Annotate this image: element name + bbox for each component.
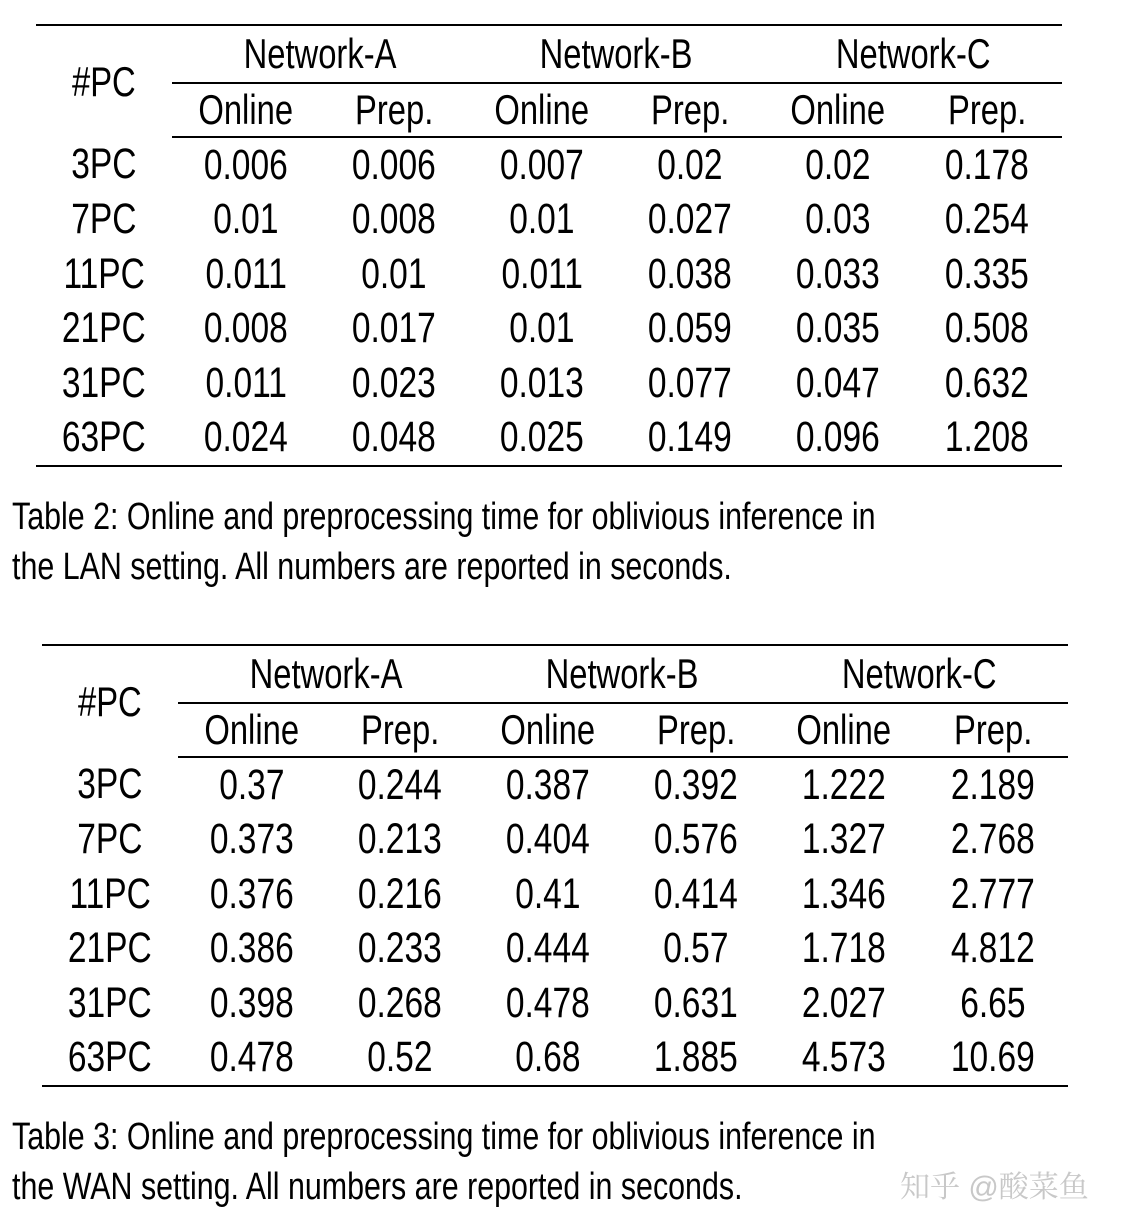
group-header-network-c: Network-C xyxy=(764,25,1062,83)
cell: 2.027 xyxy=(802,978,886,1027)
table-row xyxy=(36,411,1062,467)
cell: 0.008 xyxy=(352,195,436,244)
table-2-caption xyxy=(12,492,1132,592)
cell: 0.006 xyxy=(352,140,436,189)
group-header-network-a: Network-A xyxy=(172,25,468,83)
cell: 0.631 xyxy=(654,978,738,1027)
cell: 0.149 xyxy=(648,413,732,462)
caption-label: Table 2: xyxy=(12,496,119,538)
cell: 4.573 xyxy=(802,1033,886,1082)
cell: 0.254 xyxy=(945,195,1029,244)
cell: 0.576 xyxy=(654,815,738,864)
subheader-prep: Prep. xyxy=(326,703,474,757)
cell: 0.007 xyxy=(500,140,584,189)
group-header-network-c: Network-C xyxy=(770,645,1068,703)
cell: 0.376 xyxy=(210,869,294,918)
cell: 0.268 xyxy=(358,978,442,1027)
cell: 0.335 xyxy=(945,249,1029,298)
caption-line: the WAN setting. All numbers are reported in seconds. xyxy=(12,1166,743,1208)
cell: 0.008 xyxy=(204,304,288,353)
subheader-prep: Prep. xyxy=(616,83,764,137)
cell: 0.013 xyxy=(500,358,584,407)
cell: 0.035 xyxy=(796,304,880,353)
cell: 0.414 xyxy=(654,869,738,918)
row-header: #PC xyxy=(78,677,142,725)
cell: 0.01 xyxy=(509,195,575,244)
cell: 0.233 xyxy=(358,924,442,973)
caption-line: Online and preprocessing time for oblivious inference in xyxy=(126,1116,876,1158)
group-header-network-a: Network-A xyxy=(178,645,474,703)
cell: 4.812 xyxy=(951,924,1035,973)
cell: 0.01 xyxy=(213,195,279,244)
row-label: 7PC xyxy=(77,815,143,864)
subheader-online: Online xyxy=(770,703,918,757)
cell: 0.478 xyxy=(210,1033,294,1082)
cell: 0.508 xyxy=(945,304,1029,353)
cell: 0.047 xyxy=(796,358,880,407)
subheader-online: Online xyxy=(468,83,616,137)
cell: 2.768 xyxy=(951,815,1035,864)
cell: 0.027 xyxy=(648,195,732,244)
row-label: 31PC xyxy=(62,358,146,407)
row-label: 3PC xyxy=(77,760,143,809)
row-label: 63PC xyxy=(62,413,146,462)
cell: 1.346 xyxy=(802,869,886,918)
cell: 0.025 xyxy=(500,413,584,462)
cell: 1.222 xyxy=(802,760,886,809)
cell: 0.077 xyxy=(648,358,732,407)
cell: 0.178 xyxy=(945,140,1029,189)
cell: 0.52 xyxy=(367,1033,433,1082)
cell: 0.244 xyxy=(358,760,442,809)
cell: 0.059 xyxy=(648,304,732,353)
cell: 0.444 xyxy=(506,924,590,973)
cell: 0.478 xyxy=(506,978,590,1027)
cell: 0.01 xyxy=(361,249,427,298)
cell: 6.65 xyxy=(960,978,1026,1027)
subheader-online: Online xyxy=(764,83,912,137)
subheader-online: Online xyxy=(172,83,320,137)
subheader-prep: Prep. xyxy=(622,703,770,757)
row-label: 31PC xyxy=(68,978,152,1027)
row-label: 3PC xyxy=(71,140,137,189)
subheader-prep: Prep. xyxy=(912,83,1062,137)
table-3 xyxy=(42,644,1068,1087)
table-row xyxy=(42,976,1068,1031)
cell: 0.41 xyxy=(515,869,581,918)
cell: 2.777 xyxy=(951,869,1035,918)
cell: 0.023 xyxy=(352,358,436,407)
cell: 10.69 xyxy=(951,1033,1035,1082)
cell: 0.011 xyxy=(501,249,583,298)
cell: 0.096 xyxy=(796,413,880,462)
cell: 1.718 xyxy=(802,924,886,973)
caption-label: Table 3: xyxy=(12,1116,119,1158)
table-row xyxy=(42,813,1068,868)
cell: 0.038 xyxy=(648,249,732,298)
group-header-network-b: Network-B xyxy=(474,645,770,703)
cell: 0.392 xyxy=(654,760,738,809)
cell: 0.213 xyxy=(358,815,442,864)
cell: 1.327 xyxy=(802,815,886,864)
cell: 0.011 xyxy=(205,358,287,407)
cell: 0.37 xyxy=(219,760,285,809)
cell: 0.011 xyxy=(205,249,287,298)
cell: 0.006 xyxy=(204,140,288,189)
cell: 0.02 xyxy=(805,140,871,189)
caption-line: Online and preprocessing time for oblivious inference in xyxy=(126,496,876,538)
cell: 0.387 xyxy=(506,760,590,809)
cell: 1.208 xyxy=(945,413,1029,462)
table-2 xyxy=(36,24,1062,467)
cell: 0.01 xyxy=(509,304,575,353)
subheader-prep: Prep. xyxy=(320,83,468,137)
table-row xyxy=(42,922,1068,977)
cell: 0.68 xyxy=(515,1033,581,1082)
table-row xyxy=(36,356,1062,411)
row-label: 11PC xyxy=(69,869,151,918)
cell: 0.033 xyxy=(796,249,880,298)
cell: 0.02 xyxy=(657,140,723,189)
row-label: 11PC xyxy=(63,249,145,298)
cell: 2.189 xyxy=(951,760,1035,809)
row-label: 63PC xyxy=(68,1033,152,1082)
cell: 0.216 xyxy=(358,869,442,918)
row-header: #PC xyxy=(72,57,136,105)
row-label: 21PC xyxy=(62,304,146,353)
table-row xyxy=(36,247,1062,302)
cell: 1.885 xyxy=(654,1033,738,1082)
table-row xyxy=(36,302,1062,357)
subheader-prep: Prep. xyxy=(918,703,1068,757)
cell: 0.017 xyxy=(352,304,436,353)
table-row xyxy=(42,757,1068,813)
cell: 0.048 xyxy=(352,413,436,462)
subheader-online: Online xyxy=(474,703,622,757)
cell: 0.386 xyxy=(210,924,294,973)
cell: 0.373 xyxy=(210,815,294,864)
subheader-online: Online xyxy=(178,703,326,757)
table-row xyxy=(36,193,1062,248)
cell: 0.398 xyxy=(210,978,294,1027)
cell: 0.024 xyxy=(204,413,288,462)
watermark: 知乎 @酸菜鱼 xyxy=(900,1171,1089,1204)
row-label: 21PC xyxy=(68,924,152,973)
row-label: 7PC xyxy=(71,195,137,244)
cell: 0.404 xyxy=(506,815,590,864)
cell: 0.632 xyxy=(945,358,1029,407)
group-header-network-b: Network-B xyxy=(468,25,764,83)
cell: 0.57 xyxy=(663,924,729,973)
caption-line: the LAN setting. All numbers are reported in seconds. xyxy=(12,546,732,588)
table-row xyxy=(36,137,1062,193)
table-row xyxy=(42,1031,1068,1087)
table-row xyxy=(42,867,1068,922)
cell: 0.03 xyxy=(805,195,871,244)
